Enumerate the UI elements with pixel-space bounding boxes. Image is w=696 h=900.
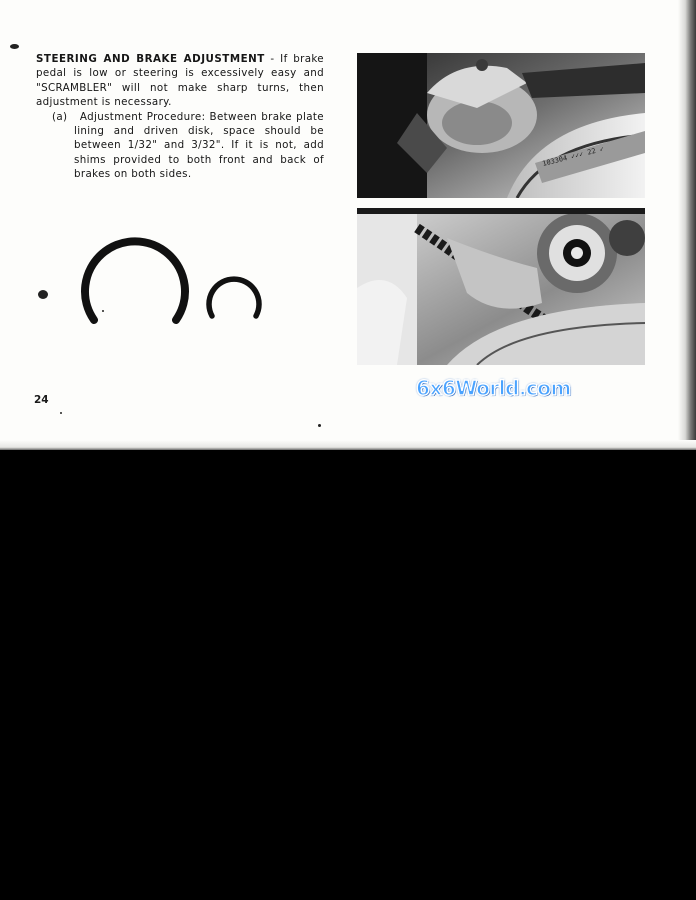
page-edge-shadow (678, 0, 696, 450)
section-paragraph (36, 52, 324, 110)
scan-speck (60, 412, 62, 414)
small-ring (209, 279, 259, 316)
stamped-part-number: 103304 ✓✓✓ 22 ✓ (541, 144, 605, 168)
scan-speck (38, 290, 48, 299)
brake-adjustment-photo-bottom (357, 208, 645, 365)
retaining-rings-illustration (76, 236, 276, 331)
adjustment-step (36, 110, 324, 182)
page-bottom-edge (0, 440, 696, 450)
instructions-text (36, 52, 324, 182)
step-text: Adjustment Procedure: Between brake plate lining and driven disk, space should be between 1/32" and 3/32". If it is not, add shims provided to both front and back of brakes on both sides. (74, 110, 324, 181)
step-marker: (a) (52, 110, 68, 123)
section-intro: - If brake pedal is low or steering is excessively easy and "SCRAMBLER" will not make sharp turns, then adjustment is necessary. (36, 53, 324, 109)
scan-speck (318, 424, 321, 427)
section-heading: STEERING AND BRAKE ADJUSTMENT (36, 53, 265, 65)
scan-speck (10, 44, 19, 49)
brake-adjustment-photo-top (357, 53, 645, 198)
page-number: 24 (34, 394, 49, 406)
large-ring (85, 241, 185, 320)
watermark-logo: 6x6World.com (416, 376, 571, 400)
